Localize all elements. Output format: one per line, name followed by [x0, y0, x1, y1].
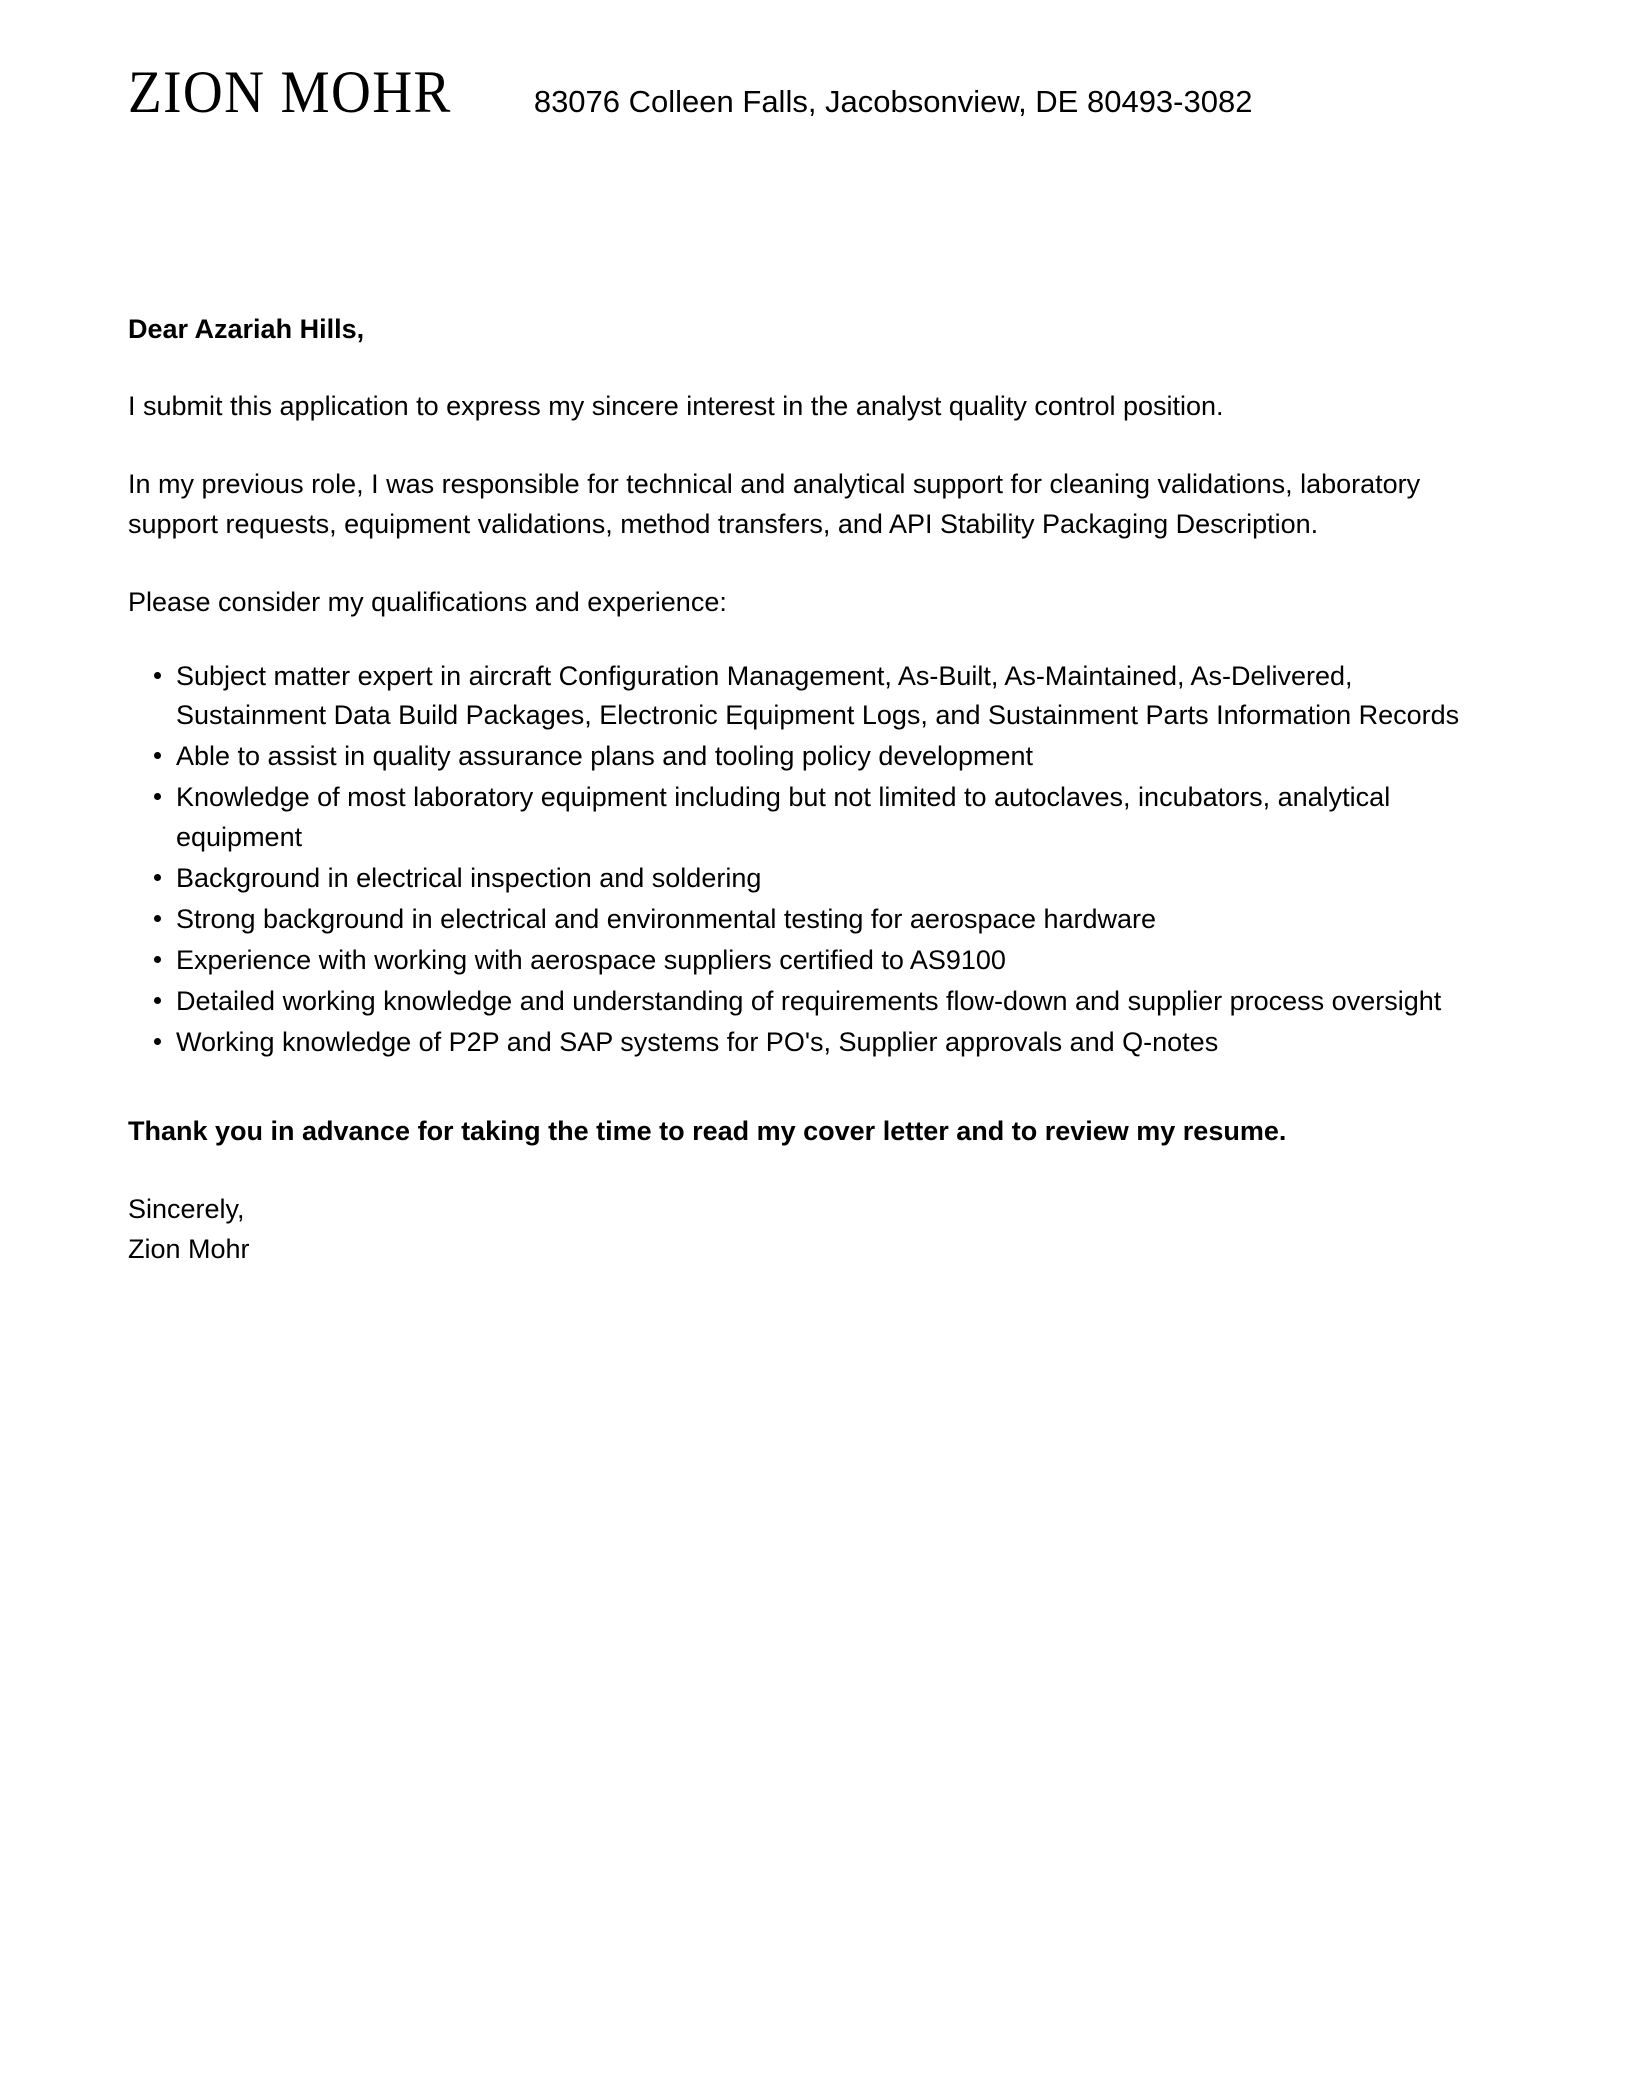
list-item: Background in electrical inspection and soldering — [128, 859, 1478, 898]
sign-off-line: Sincerely, — [128, 1193, 245, 1224]
letter-body — [128, 310, 1478, 1270]
qualifications-lead-in: Please consider my qualifications and experience: — [128, 587, 727, 617]
list-item: Experience with working with aerospace suppliers certified to AS9100 — [128, 941, 1478, 980]
experience-paragraph: In my previous role, I was responsible for technical and analytical support for cleaning validations, laboratory support requests, equipment validations, method transfers, and API Stability Packaging Description. — [128, 469, 1421, 540]
list-item: Able to assist in quality assurance plans and tooling policy development — [128, 737, 1478, 776]
letterhead — [128, 59, 1504, 125]
list-item: Strong background in electrical and environmental testing for aerospace hardware — [128, 900, 1478, 939]
signature-name: Zion Mohr — [128, 1233, 250, 1264]
intro-paragraph: I submit this application to express my sincere interest in the analyst quality control position. — [128, 391, 1224, 422]
thank-you-line: Thank you in advance for taking the time to read my cover letter and to review my resume. — [128, 1116, 1287, 1147]
salutation: Dear Azariah Hills, — [128, 314, 365, 344]
list-item: Knowledge of most laboratory equipment including but not limited to autoclaves, incubators, analytical equipment — [128, 778, 1478, 856]
qualifications-list — [128, 657, 1478, 1062]
list-item: Working knowledge of P2P and SAP systems for PO's, Supplier approvals and Q-notes — [128, 1023, 1478, 1062]
applicant-name-heading: ZION MOHR — [128, 59, 452, 125]
applicant-address: 83076 Colleen Falls, Jacobsonview, DE 80493-3082 — [533, 84, 1253, 119]
list-item: Detailed working knowledge and understanding of requirements flow-down and supplier process oversight — [128, 982, 1478, 1021]
signature-block — [128, 1190, 1478, 1269]
list-item: Subject matter expert in aircraft Configuration Management, As-Built, As-Maintained, As-Delivered, Sustainment Data Build Packages, Electronic Equipment Logs, and Sustainment Parts Information Records — [128, 657, 1478, 735]
